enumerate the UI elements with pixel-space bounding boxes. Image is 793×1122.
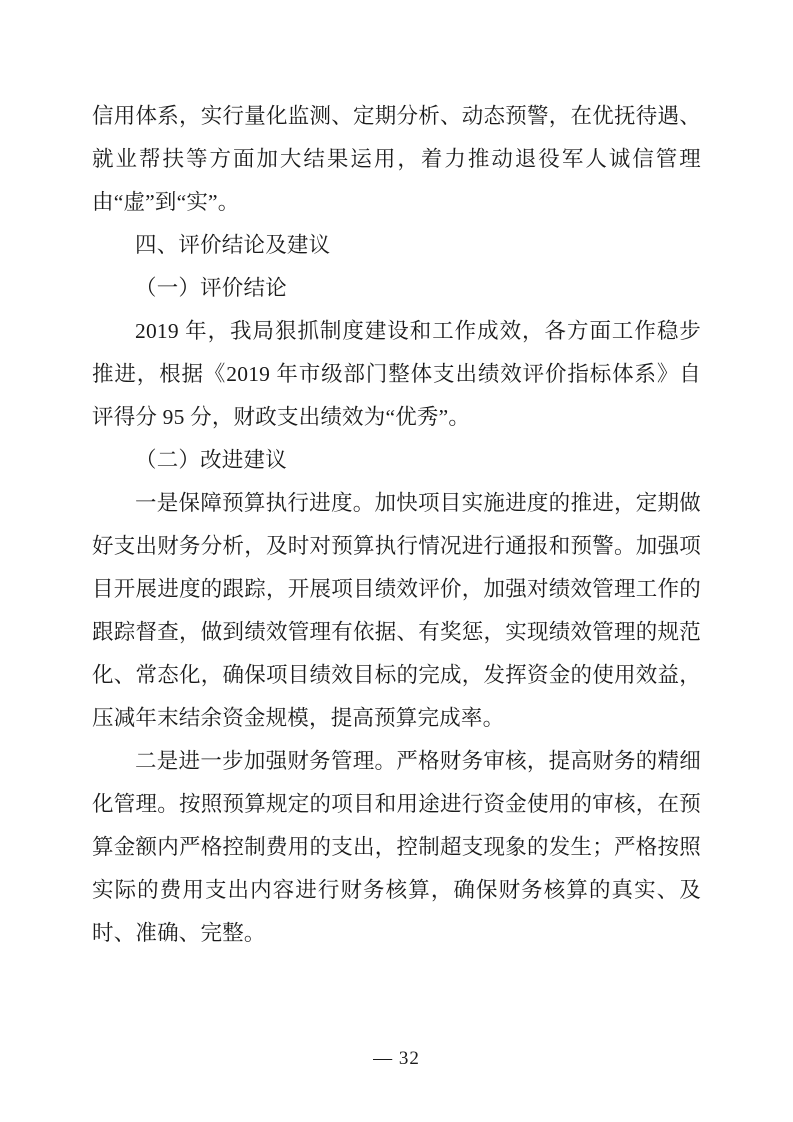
- heading-subsection-two: （二）改进建议: [135, 448, 287, 472]
- document-body: [92, 95, 701, 955]
- paragraph-evaluation-conclusion: 2019 年，我局狠抓制度建设和工作成效，各方面工作稳步推进，根据《2019 年市级部门整体支出绩效评价指标体系》自评得分 95 分，财政支出绩效为“优秀”。: [92, 319, 701, 429]
- page-number-footer: — 32: [373, 1048, 420, 1069]
- paragraph-suggestion-one: 一是保障预算执行进度。加快项目实施进度的推进，定期做好支出财务分析，及时对预算执行情况进行通报和预警。加强项目开展进度的跟踪，开展项目绩效评价，加强对绩效管理工作的跟踪督查，做到绩效管理有依据、有奖惩，实现绩效管理的规范化、常态化，确保项目绩效目标的完成，发挥资金的使用效益，压减年末结余资金规模，提高预算完成率。: [92, 491, 701, 730]
- paragraph-continued: 信用体系，实行量化监测、定期分析、动态预警，在优抚待遇、就业帮扶等方面加大结果运用，着力推动退役军人诚信管理由“虚”到“实”。: [92, 104, 701, 214]
- paragraph-suggestion-two: 二是进一步加强财务管理。严格财务审核，提高财务的精细化管理。按照预算规定的项目和用途进行资金使用的审核，在预算金额内严格控制费用的支出，控制超支现象的发生；严格按照实际的费用支出内容进行财务核算，确保财务核算的真实、及时、准确、完整。: [92, 749, 701, 945]
- heading-section-four: 四、评价结论及建议: [135, 233, 331, 257]
- heading-subsection-one: （一）评价结论: [135, 276, 287, 300]
